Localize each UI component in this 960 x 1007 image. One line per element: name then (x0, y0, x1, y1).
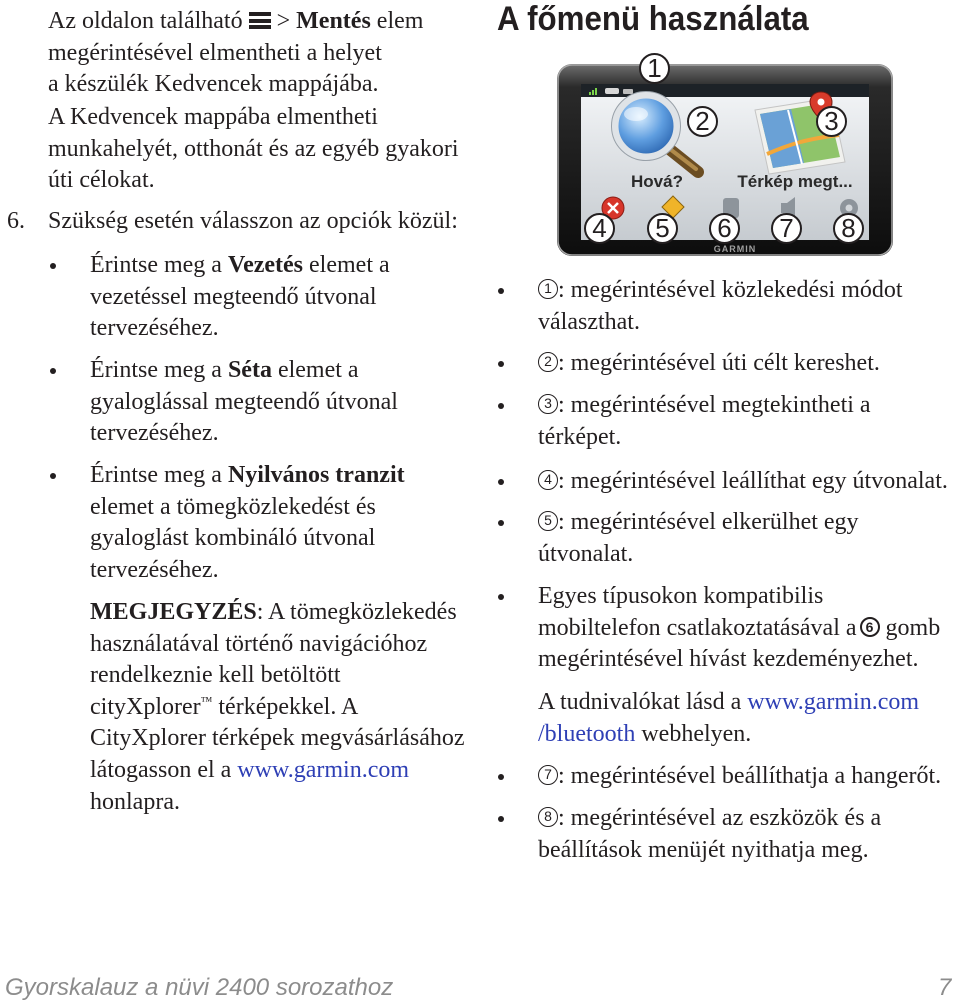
text-line: úti célokat. (48, 167, 155, 194)
text-segment: cityXplorer (90, 693, 201, 720)
text-line (538, 687, 919, 719)
text-line: CityXplorer térképek megvásárlásához (90, 725, 465, 752)
text-segment: térképekkel. A (218, 693, 359, 720)
menu-icon-bar (249, 25, 271, 29)
text-line (90, 460, 405, 492)
text-line: a készülék Kedvencek mappájába. (48, 71, 379, 98)
text-line (538, 275, 903, 307)
favorites-paragraph (48, 6, 423, 101)
text-line: gyaloglással megteendő útvonal (90, 388, 398, 415)
bold-term: Nyilvános tranzit (227, 462, 405, 488)
text-line: tervezéséhez. (90, 315, 219, 342)
circled-number: 4 (538, 470, 558, 490)
text-line (538, 390, 871, 422)
text-segment: : megérintésével elkerülhet egy (558, 509, 859, 535)
step-6 (7, 206, 458, 238)
item-tools (538, 803, 881, 866)
item-transport-mode (538, 275, 903, 338)
menu-icon-bar (249, 19, 271, 23)
bullet-dot (50, 473, 56, 479)
text-line: tervezéséhez. (90, 420, 219, 447)
item-search (538, 348, 880, 380)
bullet-walk (90, 355, 398, 450)
note-label: MEGJEGYZÉS (90, 599, 257, 625)
bullet-dot (498, 479, 504, 485)
menu-icon-bar (249, 12, 271, 16)
bullet-dot (50, 368, 56, 374)
text-line (90, 597, 465, 629)
text-segment: elemet a (309, 252, 390, 278)
circled-number: 1 (538, 279, 558, 299)
callout-6: 6 (709, 213, 740, 244)
circled-number: 2 (538, 352, 558, 372)
text-line: útvonalat. (538, 540, 634, 567)
text-line: rendelkeznie kell betöltött (90, 662, 341, 689)
text-line (538, 803, 881, 835)
text-line: megérintésével elmentheti a helyet (48, 39, 382, 66)
bold-term: Séta (227, 357, 272, 383)
bullet-dot (498, 816, 504, 822)
item-stop (538, 466, 948, 498)
callout-5: 5 (647, 213, 678, 244)
text-line: A Kedvencek mappába elmentheti (48, 104, 378, 130)
where-to-label: Hová? (631, 172, 683, 191)
brand-logo: GARMIN (713, 244, 757, 254)
callout-7: 7 (771, 213, 802, 244)
bullet-dot (498, 403, 504, 409)
text-segment: : megérintésével közlekedési módot (558, 277, 903, 303)
garmin-bluetooth-link[interactable]: /bluetooth (538, 720, 636, 747)
text-segment: : megérintésével beállíthatja a hangerőt. (558, 763, 942, 789)
trademark-symbol: ™ (200, 693, 213, 708)
bold-term: Mentés (296, 8, 371, 34)
text-line (538, 613, 940, 645)
callout-8: 8 (833, 213, 864, 244)
text-line (538, 761, 941, 793)
bullet-dot (50, 263, 56, 269)
text-line (90, 692, 465, 724)
bullet-dot (498, 288, 504, 294)
text-line: választhat. (538, 308, 640, 335)
text-segment: A tudnivalókat lásd a (538, 689, 742, 715)
favorites-note-paragraph (48, 102, 459, 197)
text-segment: elemet a (277, 357, 359, 383)
item-detour (538, 507, 859, 570)
text-line (90, 250, 390, 282)
text-line: Egyes típusokon kompatibilis (538, 583, 824, 609)
view-map-label: Térkép megt... (737, 172, 853, 191)
bullet-drive (90, 250, 390, 345)
text-line (538, 719, 919, 751)
footer-title: Gyorskalauz a nüvi 2400 sorozathoz (5, 974, 394, 1001)
callout-2: 2 (687, 106, 718, 137)
text-line: megérintésével hívást kezdeményezhet. (538, 646, 919, 673)
text-segment: : megérintésével az eszközök és a (558, 805, 882, 831)
bullet-dot (498, 774, 504, 780)
text-segment: Érintse meg a (90, 462, 222, 488)
page-heading: A főmenü használata (497, 0, 809, 38)
item-volume (538, 761, 941, 793)
text-segment: : megérintésével úti célt kereshet. (558, 350, 880, 376)
item-phone (538, 581, 940, 676)
item-map (538, 390, 871, 453)
step-number: 6. (7, 208, 25, 234)
callout-4: 4 (584, 213, 615, 244)
text-segment: látogasson el a (90, 756, 232, 783)
text-segment: mobiltelefon csatlakoztatásával a (538, 614, 857, 641)
page-number: 7 (938, 974, 952, 1001)
text-line: tervezéséhez. (90, 556, 219, 583)
circled-number: 3 (538, 394, 558, 414)
text-segment: elem (376, 8, 424, 34)
bullet-dot (498, 361, 504, 367)
circled-number: 5 (538, 511, 558, 531)
text-segment: Az oldalon található (48, 8, 243, 34)
text-segment: gomb (885, 614, 941, 641)
text-line (538, 466, 948, 498)
text-line: munkahelyét, otthonát és az egyéb gyakori (48, 135, 459, 162)
item-phone-info (538, 687, 919, 750)
text-line (538, 348, 880, 380)
callout-3: 3 (816, 106, 847, 137)
text-segment: webhelyen. (641, 720, 752, 747)
text-line: térképet. (538, 423, 622, 450)
text-line: honlapra. (90, 788, 180, 815)
bullet-transit (90, 460, 405, 586)
garmin-bluetooth-link[interactable]: www.garmin.com (747, 689, 920, 715)
circled-number: 8 (538, 807, 558, 827)
garmin-link[interactable]: www.garmin.com (237, 756, 410, 783)
text-line (538, 507, 859, 539)
callout-1: 1 (639, 53, 670, 84)
circled-number: 7 (538, 765, 558, 785)
text-line: vezetéssel megteendő útvonal (90, 283, 377, 310)
text-segment: > (276, 8, 291, 34)
text-segment: Érintse meg a (90, 357, 222, 383)
text-line: használatával történő navigációhoz (90, 630, 428, 657)
bold-term: Vezetés (227, 252, 304, 278)
text-line (48, 6, 423, 38)
text-line: elemet a tömegközlekedést és (90, 493, 376, 520)
text-line: gyaloglást kombináló útvonal (90, 525, 376, 552)
circled-number: 6 (860, 617, 880, 637)
text-line: beállítások menüjét nyithatja meg. (538, 836, 869, 863)
menu-icon (249, 12, 271, 29)
text-segment: : megérintésével leállíthat egy útvonalat. (558, 468, 948, 494)
text-segment: Érintse meg a (90, 252, 222, 278)
text-line: Szükség esetén válasszon az opciók közül: (48, 208, 458, 234)
text-line (90, 755, 465, 787)
text-segment: : A tömegközlekedés (256, 599, 457, 625)
text-segment: : megérintésével megtekintheti a (558, 392, 871, 418)
note-paragraph (90, 597, 465, 818)
text-line (90, 355, 398, 387)
bullet-dot (498, 520, 504, 526)
bullet-dot (498, 594, 504, 600)
